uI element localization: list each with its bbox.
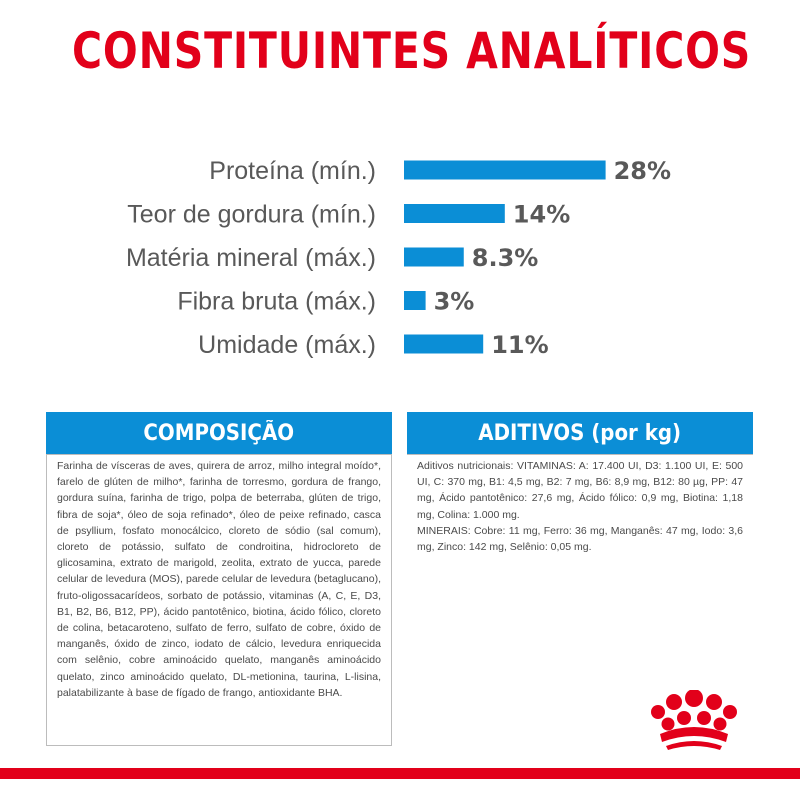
value-label: 3% (433, 287, 475, 316)
composicao-panel (46, 454, 392, 746)
aditivos-nutritional-text: Aditivos nutricionais: VITAMINAS: A: 17.400 UI, D3: 1.100 UI, E: 500 UI, C: 370 mg, B1: 4,5 mg, B2: 7 mg, B6: 8,9 mg, B12: 80 µg, PP: 47 mg, Ácido pantotênico: 27,6 mg, Ácido fólico: 0,9 mg, Biotina: 1,18 mg, Colina: 1.000 mg. (417, 460, 743, 521)
composicao-heading-label: COMPOSIÇÃO (143, 420, 295, 446)
aditivos-minerals-text: MINERAIS: Cobre: 11 mg, Ferro: 36 mg, Manganês: 47 mg, Iodo: 3,6 mg, Zinco: 142 mg, Selênio: 0,05 mg. (417, 524, 743, 554)
category-label: Fibra bruta (máx.) (177, 287, 376, 316)
page-title: CONSTITUINTES ANALÍTICOS (72, 22, 752, 80)
value-label: 14% (512, 200, 571, 229)
value-label: 28% (613, 157, 672, 185)
category-label: Proteína (mín.) (209, 157, 376, 185)
royal-canin-crown-icon (646, 690, 742, 754)
bar (404, 291, 426, 310)
aditivos-heading (407, 412, 753, 454)
bar (404, 248, 464, 267)
category-label: Teor de gordura (mín.) (127, 200, 376, 229)
bar (404, 335, 483, 354)
aditivos-heading-label: ADITIVOS (por kg) (478, 420, 682, 446)
composicao-text: Farinha de vísceras de aves, quirera de arroz, milho integral moído*, farelo de glúten de milho*, farinha de torresmo, gordura de frango, gordura suína, farinha de trigo, polpa de beterraba, glúten de trigo, fibra de soja*, óleo de soja refinado*, óleo de peixe refinado, casca de psyllium, fosfato monocálcico, cloreto de sódio (sal comum), cloreto de potássio, sulfato de condroitina, hidrocloreto de glicosamina, extrato de marigold, zeolita, extrato de yucca, parede celular de levedura (MOS), parede celular de levedura (betaglucano), fruto-oligossacarídeos, sorbato de potássio, vitaminas (A, C, E, D3, B1, B2, B6, B12, PP), ácido pantotênico, biotina, ácido fólico, cloreto de colina, betacaroteno, sulfato de ferro, sulfato de cobre, óxido de manganês, óxido de zinco, iodato de cálcio, levedura enriquecida com selênio, cobre aminoácido quelato, manganês aminoácido quelato, zinco aminoácido quelato, DL-metionina, taurina, L-lisina, palatabilizante à base de fígado de frango, antioxidante BHA. (57, 460, 381, 699)
value-label: 8.3% (471, 244, 539, 272)
category-label: Matéria mineral (máx.) (125, 244, 376, 272)
composicao-heading (46, 412, 392, 454)
value-label: 11% (491, 331, 549, 359)
bar (404, 204, 505, 223)
category-label: Umidade (máx.) (198, 331, 376, 359)
bottom-brand-bar (0, 768, 800, 779)
nutrient-bar-chart (0, 140, 800, 370)
bar (404, 161, 606, 180)
